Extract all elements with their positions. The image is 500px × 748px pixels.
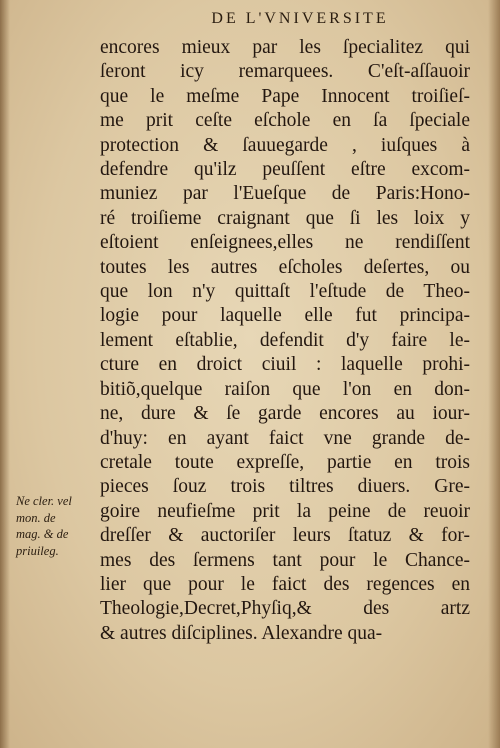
text-line: mes des ſermens tant pour le Chance-: [100, 549, 470, 571]
margin-note-line: mon. de: [16, 510, 56, 525]
text-line: lement eſtablie, defendit d'y faire le-: [100, 329, 470, 351]
text-line: ne, dure & ſe garde encores au iour-: [100, 403, 470, 425]
margin-note: [16, 493, 106, 559]
text-line: ré troiſieme craignant que ſi les loix y: [100, 207, 470, 229]
page-edge-shadow-right: [488, 0, 500, 748]
body-text: [100, 36, 470, 646]
text-line: toutes les autres eſcholes deſertes, ou: [100, 256, 470, 278]
margin-note-line: mag. & de: [16, 527, 69, 541]
text-line: que lon n'y quittaſt l'eſtude de Theo-: [100, 281, 470, 303]
text-line: muniez par l'Eueſque de Paris:Hono-: [100, 183, 470, 205]
text-line: cretale toute expreſſe, partie en trois: [100, 451, 470, 473]
text-line: logie pour laquelle elle fut principa-: [100, 305, 470, 327]
text-line: Theologie,Decret,Phyſiq,& des artz: [100, 598, 470, 620]
text-line: goire neufieſme prit la peine de reuoir: [100, 500, 470, 522]
text-line: defendre qu'ilz peuſſent eſtre excom-: [100, 159, 470, 181]
text-line: dreſſer & auctoriſer leurs ſtatuz & for-: [100, 525, 470, 547]
margin-note-line: priuileg.: [16, 543, 59, 558]
text-line: ſeront icy remarquees. C'eſt-aſſauoir: [100, 61, 470, 83]
text-line: encores mieux par les ſpecialitez qui: [100, 37, 470, 58]
text-line: d'huy: en ayant faict vne grande de-: [100, 427, 470, 449]
text-line: eſtoient enſeignees,elles ne rendiſſent: [100, 232, 470, 254]
text-line: pieces ſouz trois tiltres diuers. Gre-: [100, 476, 470, 498]
text-line: bitiõ,quelque raiſon que l'on en don-: [100, 378, 470, 400]
text-line: protection & ſauuegarde , iuſques à: [100, 134, 470, 156]
text-line: & autres diſciplines. Alexandre qua-: [100, 622, 383, 644]
text-line: me prit ceſte eſchole en ſa ſpeciale: [100, 110, 470, 132]
margin-note-line: Ne cler. vel: [16, 494, 72, 508]
text-line: cture en droict ciuil : laquelle prohi-: [100, 354, 470, 376]
text-line: que le meſme Pape Innocent troiſieſ-: [100, 85, 470, 107]
text-line: lier que pour le faict des regences en: [100, 573, 470, 595]
page-edge-shadow-left: [0, 0, 10, 748]
running-head: DE L'VNIVERSITE: [211, 10, 389, 27]
